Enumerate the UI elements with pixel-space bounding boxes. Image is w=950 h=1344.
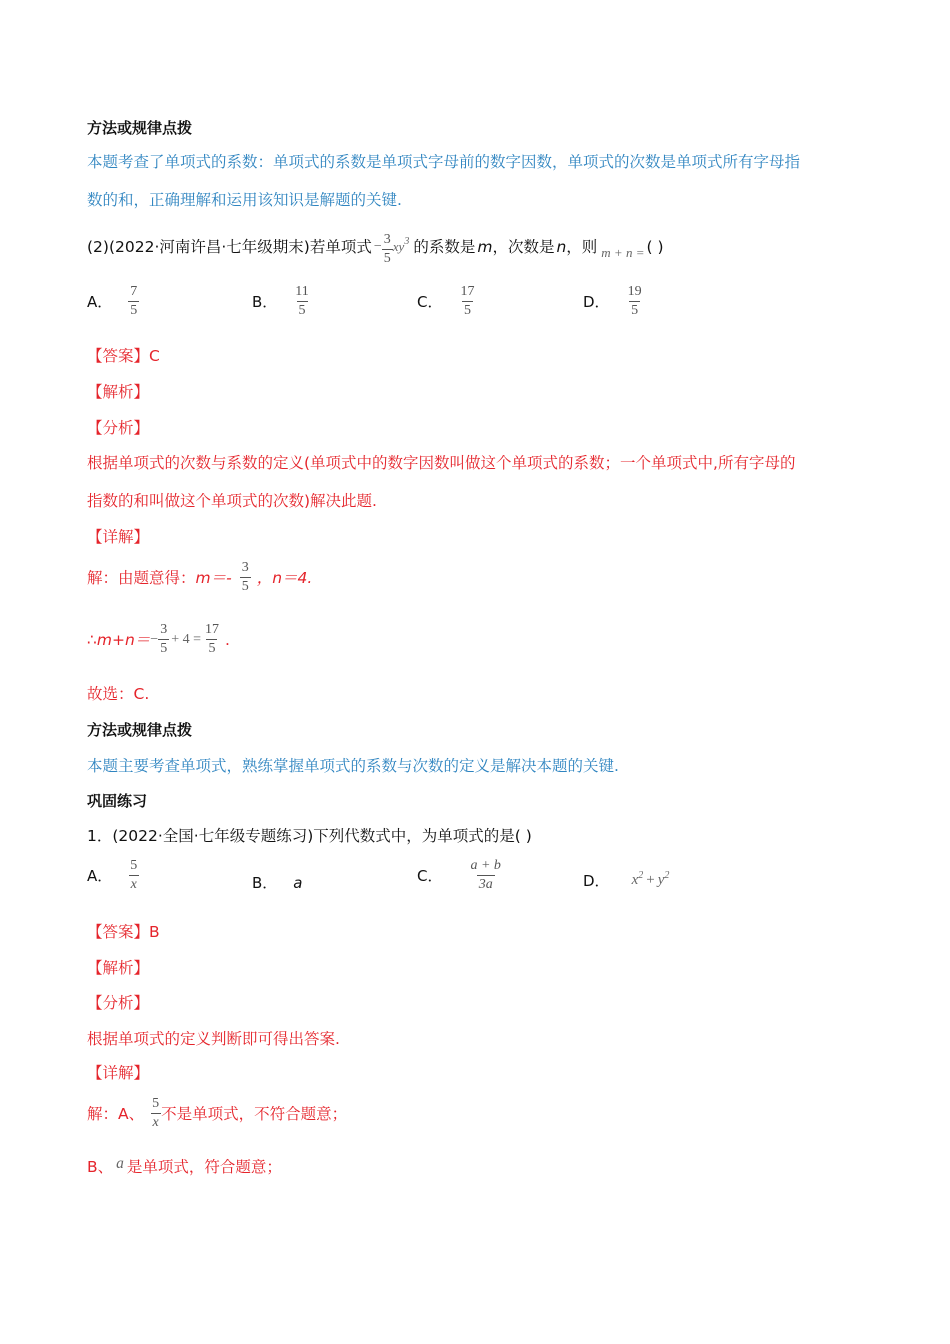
fraction-den: 5 (241, 579, 249, 594)
option-label: B． (252, 874, 278, 892)
fraction-num: 17 (204, 622, 219, 637)
method-heading-1: 方法或规律点拨 (87, 119, 193, 137)
question-2 (87, 226, 664, 267)
fraction-num: 11 (295, 284, 309, 299)
method-text-1a: 本题考查了单项式的系数：单项式的系数是单项式字母前的数字因数，单项式的次数是单项式所有字母指 (87, 153, 801, 171)
answer-tag: 【答案】 (87, 347, 150, 365)
fraction-den: x (130, 877, 137, 892)
option-fraction (128, 284, 139, 319)
practice-question-1: 1．(2022·全国·七年级专题练习)下列代数式中，为单项式的是( ) (87, 827, 532, 845)
analysis-1b: 指数的和叫做这个单项式的次数)解决此题. (87, 492, 377, 510)
practice-option-b (252, 872, 303, 893)
fraction-num: 3 (241, 560, 249, 575)
question-2-mid: 的系数是 (413, 237, 476, 256)
monomial-den: 5 (383, 251, 391, 266)
solution-prefix: 解：由题意得： (87, 568, 196, 587)
option-label: D． (583, 872, 610, 890)
practice-heading: 巩固练习 (87, 792, 148, 810)
monomial-coefficient (382, 232, 393, 267)
solution-sum-prefix: ∴m+n＝ (87, 630, 151, 649)
practice-solution-1 (87, 1096, 347, 1131)
option-label: D． (583, 293, 610, 311)
solution-suffix: 不是单项式，不符合题意； (161, 1104, 348, 1123)
analysis-1a: 根据单项式的次数与系数的定义(单项式中的数字因数叫做这个单项式的系数；一个单项式中,所有字母的 (87, 454, 796, 472)
solution-fraction (158, 622, 169, 657)
question-2-prefix: (2)(2022·河南许昌·七年级期末)若单项式 (87, 237, 372, 256)
practice-option-d (583, 870, 669, 891)
answer-paren: ( ) (646, 237, 664, 256)
practice-xiangjie-tag: 【详解】 (87, 1064, 150, 1082)
fenxi-tag: 【分析】 (87, 419, 150, 437)
option-label: A． (87, 293, 113, 311)
option-a (87, 284, 139, 319)
practice-analysis: 根据单项式的定义判断即可得出答案. (87, 1030, 340, 1048)
solution-mid: + 4 = (171, 631, 201, 647)
monomial-var: xy (392, 238, 405, 254)
fraction-num: 17 (460, 284, 475, 299)
solution-end: . (224, 630, 230, 649)
option-fraction (128, 858, 139, 893)
option-b (252, 284, 311, 319)
fraction-num: a + b (470, 858, 501, 873)
solution-prefix: B、 (87, 1158, 114, 1176)
fraction-den: 5 (130, 303, 138, 318)
xiangjie-tag: 【详解】 (87, 528, 150, 546)
solution-m: m＝- (195, 568, 232, 587)
term-plus: + (646, 872, 655, 888)
fraction-num: 3 (160, 622, 168, 637)
option-label: C． (417, 293, 443, 311)
solution-line-2 (87, 622, 230, 657)
term-y: y (657, 872, 665, 888)
fraction-num: 7 (130, 284, 138, 299)
practice-option-c (417, 858, 503, 893)
question-2-mid2: ，次数是 (492, 237, 555, 256)
option-value: a (293, 873, 303, 892)
fraction-den: 5 (631, 303, 639, 318)
term-x-exp: 2 (638, 870, 644, 881)
solution-var: a (116, 1155, 124, 1172)
method-text-1b: 数的和，正确理解和运用该知识是解题的关键. (87, 191, 402, 209)
term-x: x (631, 872, 639, 888)
question-2-mid3: ，则 (566, 237, 598, 256)
fraction-den: 3a (478, 877, 493, 892)
option-c (417, 284, 476, 319)
fraction-num: 5 (130, 858, 138, 873)
method-text-2: 本题主要考查单项式，熟练掌握单项式的系数与次数的定义是解决本题的关键. (87, 757, 619, 775)
fraction-num: 19 (627, 284, 642, 299)
option-d (583, 284, 644, 319)
solution-result-fraction (203, 622, 221, 657)
option-fraction (468, 858, 502, 893)
fraction-num: 5 (152, 1096, 160, 1111)
solution-prefix: 解：A、 (87, 1104, 145, 1123)
option-label: B． (252, 293, 278, 311)
jiexi-tag: 【解析】 (87, 383, 150, 401)
practice-solution-2 (87, 1157, 282, 1177)
choose-line: 故选：C. (87, 685, 150, 703)
practice-option-a (87, 858, 139, 893)
answer-line (87, 346, 160, 366)
monomial-sign: − (373, 238, 382, 254)
monomial-exp: 3 (404, 235, 410, 247)
option-label: C． (417, 867, 443, 885)
answer-tag: 【答案】 (87, 923, 150, 941)
solution-sign: − (150, 631, 159, 647)
practice-jiexi-tag: 【解析】 (87, 959, 150, 977)
expr-m-plus-n: m + n = (601, 244, 645, 260)
option-fraction (626, 284, 644, 319)
var-m: m (477, 237, 493, 256)
option-fraction (293, 284, 310, 319)
option-fraction (458, 284, 476, 319)
solution-fraction (150, 1096, 161, 1131)
fraction-den: 5 (463, 303, 471, 318)
solution-n: ，n＝4. (256, 568, 313, 587)
fraction-den: 5 (160, 641, 168, 656)
answer-value: C (149, 347, 160, 365)
answer-value: B (149, 923, 160, 941)
fraction-den: 5 (298, 303, 306, 318)
monomial-num: 3 (383, 232, 391, 247)
fraction-den: x (152, 1115, 159, 1130)
solution-suffix: 是单项式，符合题意； (126, 1158, 282, 1176)
solution-fraction (240, 560, 251, 595)
practice-fenxi-tag: 【分析】 (87, 994, 150, 1012)
option-label: A． (87, 867, 113, 885)
var-n: n (556, 237, 567, 256)
term-y-exp: 2 (664, 870, 670, 881)
practice-answer-line (87, 922, 160, 942)
fraction-den: 5 (208, 641, 216, 656)
solution-line-1 (87, 560, 312, 595)
method-heading-2: 方法或规律点拨 (87, 721, 193, 739)
